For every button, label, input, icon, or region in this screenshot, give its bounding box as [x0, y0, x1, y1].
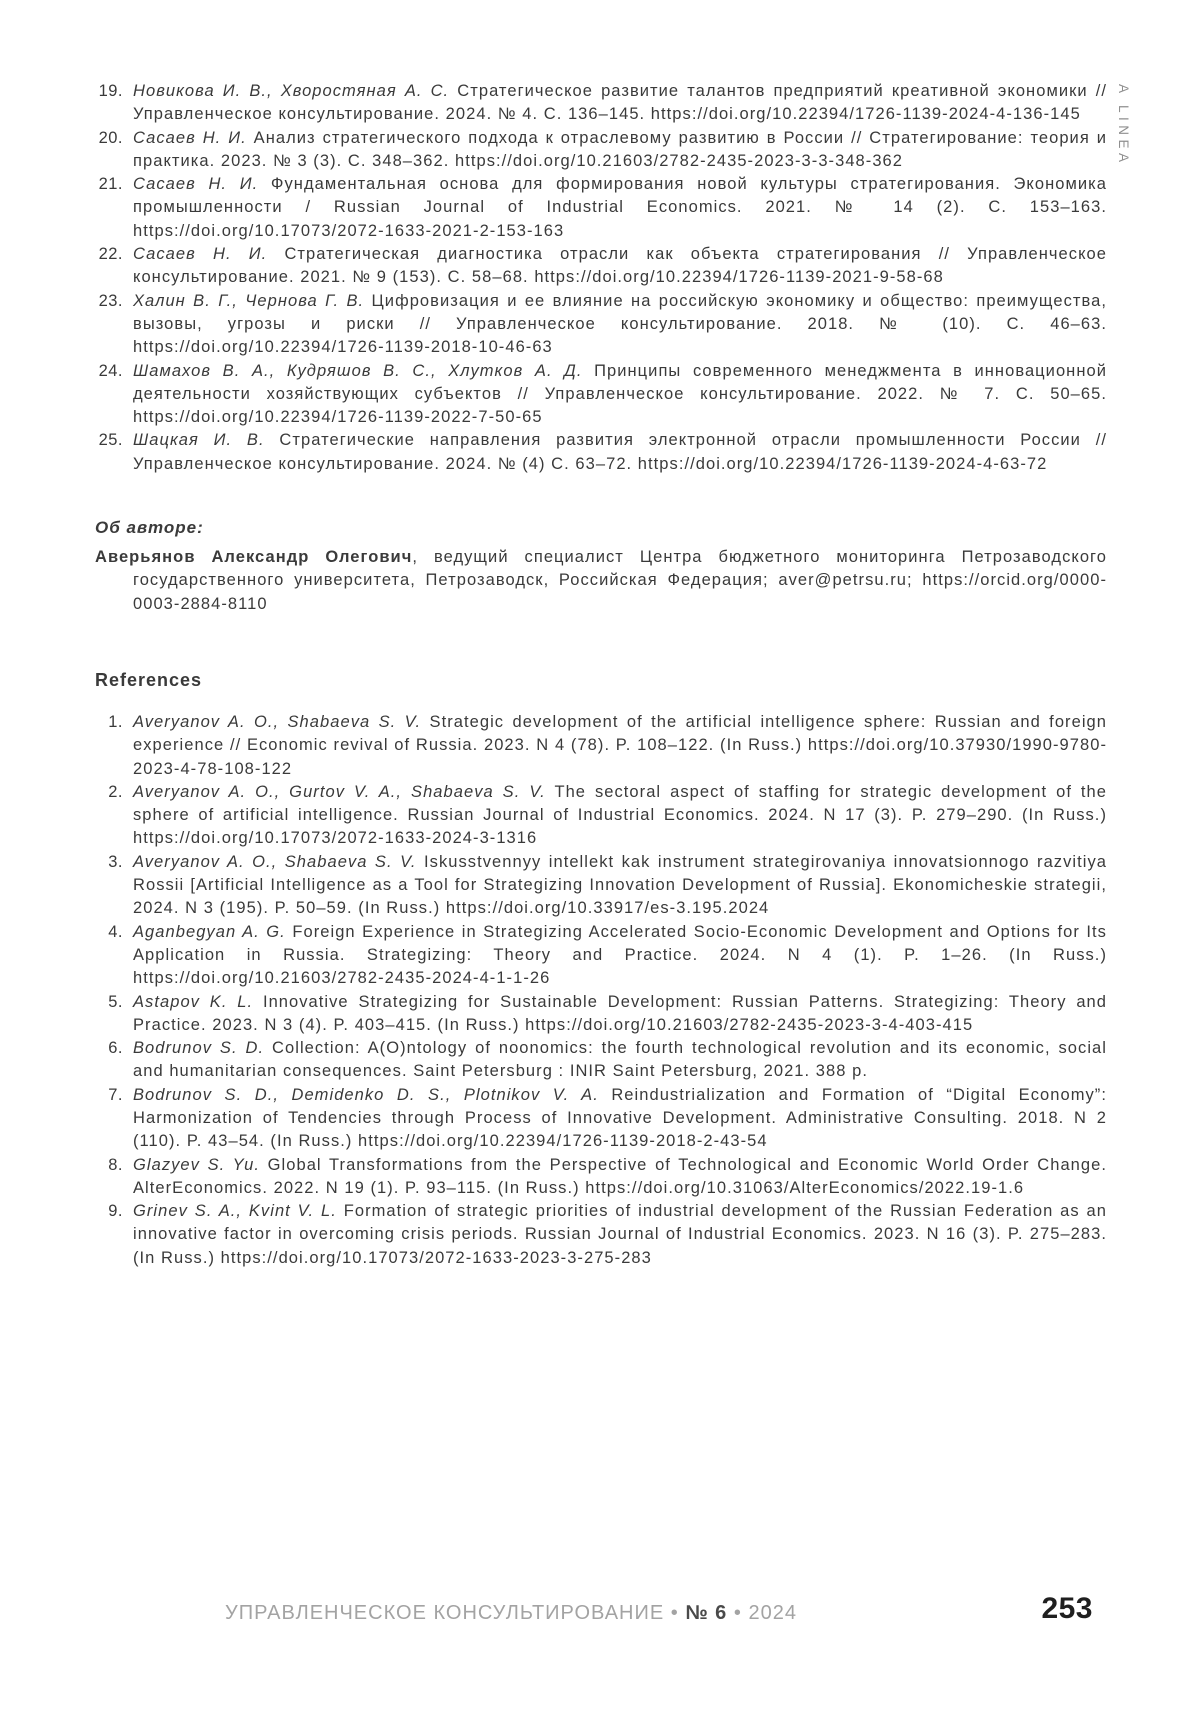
reference-item — [95, 1037, 1107, 1084]
reference-item — [95, 243, 1107, 290]
english-references-list — [95, 711, 1107, 1270]
reference-number: 25. — [98, 431, 123, 450]
reference-number: 19. — [98, 82, 123, 100]
reference-item — [95, 851, 1107, 921]
reference-authors: Aganbegyan A. G. — [133, 922, 286, 941]
about-author-heading: Об авторе: — [95, 518, 204, 538]
reference-number: 4. — [108, 922, 123, 941]
references-heading: References — [95, 669, 203, 690]
reference-citation: Foreign Experience in Strategizing Accelerated Socio-Economic Development and Options for Its Application in Russia. Strategizing: Theory and Practice. 2024. N 4 (1). P. 1–26. (In Russ.) https://doi.org/10.21603/2782-2435-2024-4-1-1-26 — [133, 922, 1107, 988]
reference-citation: Анализ стратегического подхода к отраслевому развитию в России // Стратегирование: теория и практика. 2023. № 3 (3). С. 348–362. https://doi.org/10.21603/2782-2435-2023-3-3-348-362 — [133, 128, 1107, 170]
reference-authors: Шамахов В. А., Кудряшов В. С., Хлутков А. Д. — [133, 361, 583, 380]
reference-text — [133, 245, 1107, 286]
page-number: 253 — [1041, 1592, 1093, 1625]
reference-text — [133, 292, 1107, 357]
page-footer — [95, 1592, 1107, 1646]
reference-number: 7. — [108, 1085, 123, 1104]
reference-item — [95, 360, 1107, 430]
reference-number: 22. — [98, 245, 123, 264]
rubric-vertical-label: A LINEA — [1116, 84, 1131, 167]
reference-number: 21. — [98, 175, 123, 194]
reference-authors: Шацкая И. В. — [133, 431, 265, 450]
reference-citation: Strategic development of the artificial intelligence sphere: Russian and foreign experience // Economic revival of Russia. 2023. N 4 (78). P. 108–122. (In Russ.) https://doi.org/10.37930/1990-9780-2023-4-78-108-122 — [133, 712, 1107, 778]
reference-citation: Global Transformations from the Perspective of Technological and Economic World Order Change. AlterEconomics. 2022. N 19 (1). P. 93–115. (In Russ.) https://doi.org/10.31063/AlterEconomics/2022.19-1.6 — [133, 1155, 1107, 1197]
reference-item — [95, 173, 1107, 243]
reference-item — [95, 921, 1107, 991]
issue-number: № 6 — [685, 1602, 728, 1624]
reference-authors: Averyanov A. O., Shabaeva S. V. — [133, 852, 417, 871]
reference-citation: Принципы современного менеджмента в инновационной деятельности хозяйствующих субъектов // Управленческое консультирование. 2022. № 7. С. 50–65. https://doi.org/10.22394/1726-1139-2022-7-50-65 — [133, 361, 1107, 427]
reference-authors: Bodrunov S. D. — [133, 1039, 265, 1058]
reference-text — [133, 923, 1107, 988]
reference-citation: Reindustrialization and Formation of “Digital Economy”: Harmonization of Tendencies through Process of Innovative Development. Administrative Consulting. 2018. N 2 (110). P. 43–54. (In Russ.) https://doi.org/10.22394/1726-1139-2018-2-43-54 — [133, 1085, 1107, 1151]
footer-separator: • — [670, 1602, 679, 1624]
reference-authors: Glazyev S. Yu. — [133, 1155, 260, 1174]
reference-citation: Collection: A(O)ntology of noonomics: the fourth technological revolution and its economic, social and humanitarian consequences. Saint Petersburg : INIR Saint Petersburg, 2021. 388 p. — [133, 1039, 1107, 1081]
reference-number: 9. — [108, 1202, 123, 1221]
reference-item — [95, 290, 1107, 360]
journal-name: УПРАВЛЕНЧЕСКОЕ КОНСУЛЬТИРОВАНИЕ — [225, 1602, 665, 1624]
reference-item — [95, 711, 1107, 781]
reference-number: 24. — [98, 361, 123, 380]
reference-authors: Сасаев Н. И. — [133, 245, 268, 264]
reference-citation: Innovative Strategizing for Sustainable Development: Russian Patterns. Strategizing: Theory and Practice. 2023. N 3 (4). P. 403–415. (In Russ.) https://doi.org/10.21603/2782-2435-2023-3-4-403-415 — [133, 992, 1108, 1034]
reference-number: 8. — [108, 1155, 123, 1174]
reference-number: 1. — [108, 712, 123, 731]
reference-text — [133, 1039, 1107, 1080]
reference-text — [133, 853, 1107, 918]
about-author-section — [95, 518, 1107, 616]
footer-separator: • — [733, 1602, 742, 1624]
reference-item — [95, 1154, 1107, 1201]
reference-item — [95, 991, 1107, 1038]
reference-text — [133, 783, 1107, 848]
reference-authors: Averyanov A. O., Gurtov V. A., Shabaeva S. V. — [133, 782, 546, 801]
reference-authors: Grinev S. A., Kvint V. L. — [133, 1202, 337, 1221]
reference-citation: Цифровизация и ее влияние на российскую экономику и общество: преимущества, вызовы, угрозы и риски // Управленческое консультирование. 2018. № (10). С. 46–63. https://doi.org/10.22394/1726-1139-2018-10-46-63 — [133, 291, 1107, 357]
footer-year: 2024 — [748, 1602, 797, 1624]
russian-references-list — [95, 80, 1107, 476]
author-name: Аверьянов Александр Олегович — [95, 548, 413, 567]
reference-authors: Сасаев Н. И. — [133, 128, 247, 147]
reference-citation: Iskusstvennyy intellekt kak instrument strategirovaniya innovatsionnogo razvitiya Rossii [Artificial Intelligence as a Tool for Strategizing Innovation Development of Russia]. Ekonomicheskie strategii, 2024. N 3 (195). P. 50–59. (In Russ.) https://doi.org/10.33917/es-3.195.2024 — [133, 852, 1107, 918]
reference-text — [133, 431, 1107, 472]
reference-citation: Стратегическое развитие талантов предприятий креативной экономики // Управленческое консультирование. 2024. № 4. С. 136–145. https://doi.org/10.22394/1726-1139-2024-4-136-145 — [133, 82, 1107, 124]
journal-footer-title — [95, 1602, 927, 1625]
page-content — [95, 80, 1107, 1270]
reference-text — [133, 175, 1107, 240]
reference-number: 3. — [108, 852, 123, 871]
reference-authors: Новикова И. В., Хворостяная А. С. — [133, 82, 450, 100]
reference-item — [95, 127, 1107, 174]
reference-citation: Стратегическая диагностика отрасли как объекта стратегирования // Управленческое консультирование. 2021. № 9 (153). С. 58–68. https://doi.org/10.22394/1726-1139-2021-9-58-68 — [133, 245, 1107, 287]
reference-item — [95, 781, 1107, 851]
reference-text — [133, 362, 1107, 427]
reference-authors: Bodrunov S. D., Demidenko D. S., Plotnikov V. A. — [133, 1085, 599, 1104]
reference-authors: Сасаев Н. И. — [133, 175, 259, 194]
reference-citation: Стратегические направления развития электронной отрасли промышленности России // Управленческое консультирование. 2024. № (4) С. 63–72. https://doi.org/10.22394/1726-1139-2024-4-63-72 — [133, 431, 1107, 473]
reference-text — [133, 713, 1107, 778]
reference-text — [133, 1202, 1107, 1267]
reference-text — [133, 82, 1107, 123]
author-details: , ведущий специалист Центра бюджетного мониторинга Петрозаводского государственного университета, Петрозаводск, Российская Федерация; aver@petrsu.ru; https://orcid.org/0000-0003-2884-8110 — [133, 548, 1107, 613]
reference-citation: Formation of strategic priorities of industrial development of the Russian Federation as an innovative factor in overcoming crisis periods. Russian Journal of Industrial Economics. 2023. N 16 (3). P. 275–283. (In Russ.) https://doi.org/10.17073/2072-1633-2023-3-275-283 — [133, 1202, 1107, 1267]
reference-citation: Фундаментальная основа для формирования новой культуры стратегирования. Экономика промышленности / Russian Journal of Industrial Economics. 2021. № 14 (2). С. 153–163. https://doi.org/10.17073/2072-1633-2021-2-153-163 — [133, 175, 1108, 240]
reference-item — [95, 1200, 1107, 1270]
reference-text — [133, 993, 1107, 1034]
reference-item — [95, 80, 1107, 127]
reference-authors: Astapov K. L. — [133, 992, 254, 1011]
reference-authors: Халин В. Г., Чернова Г. В. — [133, 291, 365, 310]
reference-citation: The sectoral aspect of staffing for strategic development of the sphere of artificial intelligence. Russian Journal of Industrial Economics. 2024. N 17 (3). P. 279–290. (In Russ.) https://doi.org/10.17073/2072-1633-2024-3-1316 — [133, 782, 1107, 848]
reference-number: 23. — [98, 291, 123, 310]
reference-number: 20. — [98, 128, 123, 147]
reference-text — [133, 1086, 1107, 1151]
reference-number: 6. — [108, 1039, 123, 1058]
reference-authors: Averyanov A. O., Shabaeva S. V. — [133, 712, 422, 731]
reference-item — [95, 429, 1107, 476]
reference-number: 2. — [108, 782, 123, 801]
reference-item — [95, 1084, 1107, 1154]
about-author-text — [95, 546, 1107, 616]
reference-text — [133, 1156, 1107, 1197]
reference-text — [133, 129, 1107, 170]
reference-number: 5. — [108, 992, 123, 1011]
